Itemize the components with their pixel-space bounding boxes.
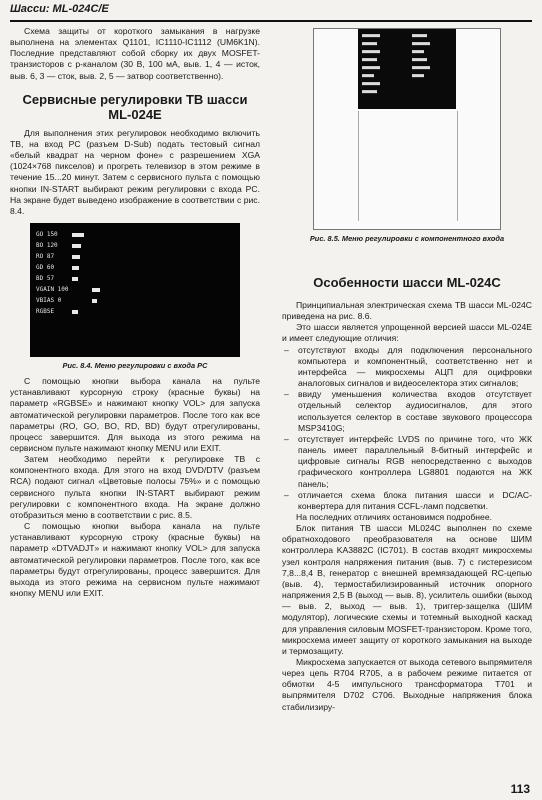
running-header — [10, 2, 532, 22]
pc-menu-bar — [72, 266, 79, 270]
figure-caption-8-5: Рис. 8.5. Меню регулировки с компонентного входа — [309, 234, 505, 243]
differences-list — [282, 345, 532, 512]
pc-menu-bar — [72, 244, 81, 248]
pc-menu-item: VBIAS 0 — [36, 297, 62, 305]
pc-menu-item: BD 57 — [36, 275, 55, 283]
pc-menu-bar — [92, 288, 100, 292]
section-heading-service: Сервисные регулировки ТВ шасси ML-024E — [22, 91, 248, 122]
component-menu-item: ■■■■ — [362, 73, 375, 79]
paragraph-dtvadjt: С помощью кнопки выбора канала на пульте устанавливают курсорную строку (красные буквы) на параметр «DTVADJT» и нажимают кнопку VOL> для запуска автоматической регулировки параметров. После того, как все параметры будут отрегулированы, процесс завершится. Для выхода из этого режима на сервисном пульте нажимают кнопку MENU или EXIT. — [10, 521, 260, 598]
pc-menu-item: VGAIN 100 — [36, 286, 69, 294]
running-header-title: Шасси: ML-024C/E — [10, 3, 109, 15]
list-item: – ввиду уменьшения количества входов отсутствует отдельный селектор аудиосигналов, для этого используется селектор в составе звукового процессора MSP3410G; — [282, 389, 532, 434]
pc-menu-item: GD 60 — [36, 264, 55, 272]
intro-paragraph: Схема защиты от короткого замыкания в нагрузке выполнена на элементах Q1101, IC1110-IC1112 (UM6K1N). Последние представляют собой сборку их двух MOSFET-транзисторов с p-каналом (30 В, 100 мА, выв. 1, 4 — исток, выв. 6, 3 — сток, выв. 2, 5 — затвор соответственно). — [10, 26, 260, 81]
figure-caption-8-4: Рис. 8.4. Меню регулировки с входа PC — [62, 361, 208, 371]
paragraph-power-supply: Блок питания ТВ шасси ML024C выполнен по схеме обратноходового преобразователя на основе ШИМ контроллера KA3882C (IC701). В состав входят микросхемы узел контроля напряжения питания (выв. 7) с гистерезисом 7,8...8,4 В, генератор с внешней времязадающей RC-цепью (выв. 4), термостабилизированный источник опорного напряжения 2,5 В (выход — выв. 8), усилитель ошибки (выход — выв. 2, выход — выв. 1), триггер-защелка (ШИМ модулятор), логические схемы и тотемный выходной каскад для управления силовым MOSFET-транзистором. Кроме того, микросхема имеет защиту от короткого замыкания на выходе и термозащиту. — [282, 523, 532, 656]
component-menu-item: ■■■■■ — [412, 33, 428, 39]
pc-menu-bar — [72, 277, 78, 281]
paragraph-schematic: Принципиальная электрическая схема ТВ шасси ML-024C приведена на рис. 8.6. — [282, 300, 532, 322]
right-column — [282, 28, 532, 713]
component-menu-item: ■■■■■ — [362, 89, 378, 95]
left-column — [10, 26, 260, 599]
component-menu-screenshot — [313, 28, 501, 230]
list-item: – отсутствуют входы для подключения персонального компьютера и компонентный, соответственно нет и интерфейса — микросхемы АЦП для оцифровки аналоговых сигналов и видеоселектора этих сигналов; — [282, 345, 532, 390]
list-item: – отличается схема блока питания шасси и DC/AC-конвертера для питания CCFL-ламп подсветки. — [282, 490, 532, 512]
pc-menu-item: RO 87 — [36, 253, 55, 261]
pc-menu-bar — [92, 299, 97, 303]
component-menu-item: ■■■■■■ — [412, 65, 431, 71]
component-menu-item: ■■■■■■ — [362, 33, 381, 39]
component-menu-item: ■■■■■■ — [412, 41, 431, 47]
pc-menu-bar — [72, 310, 78, 314]
component-menu-item: ■■■■■ — [412, 57, 428, 63]
component-menu-item: ■■■■■ — [362, 41, 378, 47]
pc-menu-bar — [72, 233, 84, 237]
component-menu-item: ■■■■■ — [362, 57, 378, 63]
pc-menu-bar — [72, 255, 80, 259]
component-menu-screen — [358, 29, 456, 109]
paragraph-rgbse: С помощью кнопки выбора канала на пульте устанавливают курсорную строку (красные буквы) на параметр «RGBSE» и нажимают кнопку VOL> для запуска автоматической регулировки параметров. После того как все параметры (RO, GO, BO, RD, BD) будут отрегулированы, процесс завершится. Для выхода из этого режима на сервисном пульте нажимают кнопку MENU или EXIT. — [10, 376, 260, 453]
paragraph-details: На последних отличиях остановимся подробнее. — [296, 511, 492, 522]
list-item: – отсутствует интерфейс LVDS по причине того, что ЖК панель имеет параллельный 8-битный интерфейс и цифровые сигналы RGB непосредственно с выходов графического контроллера LG8801 подаются на ЖК панель; — [282, 434, 532, 490]
paragraph-differences: Это шасси является упрощенной версией шасси ML-024E и имеет следующие отличия: — [282, 322, 532, 344]
pc-menu-item: GO 150 — [36, 231, 58, 239]
pc-menu-screenshot — [30, 223, 240, 357]
section-heading-ml024c: Особенности шасси ML-024C — [313, 275, 501, 290]
component-menu-item: ■■■■■■ — [362, 81, 381, 87]
paragraph-startup: Микросхема запускается от выхода сетевого выпрямителя через цепь R704 R705, а в рабочем режиме питается от обмотки 4-5 импульсного трансформатора T701 и выпрямителя D702 C706. Выходные напряжения блока стабилизиру- — [282, 657, 532, 712]
pc-menu-item: RGBSE — [36, 308, 55, 316]
paragraph-component: Затем необходимо перейти к регулировке ТВ с компонентного входа. Для этого на вход DVD/DTV (разъем RCA) подают сигнал «Цветовые полосы 75%» и с помощью сервисного пульта кнопки IN-START выбирают режим регулировки с компонентного входа. На экране должно отобразиться меню в соответствии с рис. 8.5. — [10, 454, 260, 520]
pc-menu-item: BO 120 — [36, 242, 58, 250]
paragraph-setup: Для выполнения этих регулировок необходимо включить ТВ, на вход PC (разъем D-Sub) подать тестовый сигнал «белый квадрат на черном фоне» с разрешением XGA (1024×768 пикселов) и прогреть телевизор в этом режиме в течение 15...20 минут. Затем с сервисного пульта с помощью кнопки IN-START выбирают режим регулировки с входа PC. На экране будет выведено изображение в соответствии с рис. 8.4. — [10, 127, 260, 216]
component-menu-item: ■■■■ — [412, 73, 425, 79]
component-menu-lower-area — [358, 111, 458, 221]
component-menu-item: ■■■■■■ — [362, 65, 381, 71]
page-number: 113 — [510, 782, 530, 796]
component-menu-item: ■■■■ — [412, 49, 425, 55]
component-menu-item: ■■■■■■ — [362, 49, 381, 55]
